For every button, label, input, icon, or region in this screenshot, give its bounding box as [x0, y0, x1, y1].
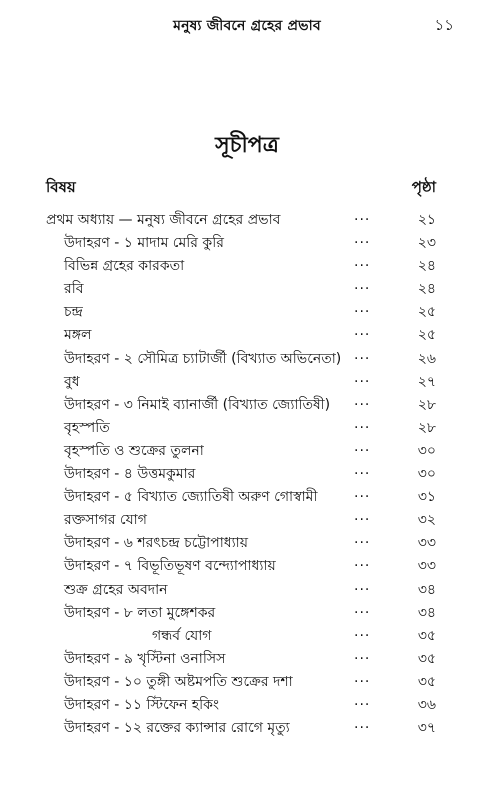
toc-entry-label: চন্দ্র — [64, 304, 83, 321]
toc-entry[interactable] — [0, 368, 494, 391]
toc-entry-label: উদাহরণ - ৫ বিখ্যাত জ্যোতিষী অরুণ গোস্বামী — [64, 489, 318, 506]
toc-entry-leader: ... — [354, 716, 371, 733]
toc-entry-page: ৩১ — [417, 489, 436, 506]
toc-entry-leader: ... — [354, 208, 371, 224]
toc-entry-page: ২৮ — [417, 419, 436, 436]
toc-entry-page: ৩৫ — [417, 627, 436, 644]
running-head-title: মনুষ্য জীবনে গ্রহের প্রভাব — [173, 18, 321, 34]
toc-entry[interactable] — [0, 206, 494, 229]
toc-entry-label: উদাহরণ - ১২ রক্তের ক্যান্সার রোগে মৃত্যু — [64, 720, 290, 737]
toc-entry-leader: ... — [354, 646, 371, 663]
toc-entry-label: উদাহরণ - ৬ শরৎচন্দ্র চট্টোপাধ্যায় — [64, 535, 248, 552]
toc-entry-leader: ... — [354, 300, 371, 317]
toc-entry-page: ৩৫ — [417, 650, 436, 667]
toc-entry-label: গন্ধর্ব যোগ — [152, 627, 212, 644]
toc-entry-page: ৩০ — [417, 442, 436, 459]
toc-entry-page: ২৮ — [417, 396, 436, 413]
toc-entry[interactable] — [0, 229, 494, 252]
toc-entry-page: ২৬ — [417, 350, 436, 367]
toc-entry-label: প্রথম অধ্যায় — মনুষ্য জীবনে গ্রহের প্রভাব — [46, 212, 281, 228]
toc-entry-leader: ... — [354, 323, 371, 340]
toc-entry-label: রবি — [64, 281, 84, 298]
toc-entry-page: ২৫ — [417, 304, 436, 321]
toc-entry[interactable] — [0, 437, 494, 460]
toc-list — [0, 206, 494, 737]
toc-entry[interactable] — [0, 460, 494, 483]
toc-entry-label: মঙ্গল — [64, 327, 92, 344]
running-head — [0, 14, 494, 38]
toc-entry[interactable] — [0, 414, 494, 437]
toc-entry[interactable] — [0, 645, 494, 668]
toc-entry-page: ৩৪ — [417, 581, 436, 598]
toc-entry-leader: ... — [354, 369, 371, 386]
toc-entry-leader: ... — [354, 623, 371, 640]
toc-entry[interactable] — [0, 714, 494, 737]
toc-entry[interactable] — [0, 391, 494, 414]
toc-entry-leader: ... — [354, 392, 371, 409]
toc-entry-leader: ... — [354, 577, 371, 594]
toc-entry-label: উদাহরণ - ৭ বিভূতিভূষণ বন্দ্যোপাধ্যায় — [64, 558, 276, 575]
toc-entry-label: বৃহস্পতি — [64, 419, 110, 436]
toc-header-subject: বিষয় — [46, 178, 76, 196]
toc-entry[interactable] — [0, 529, 494, 552]
toc-entry[interactable] — [0, 252, 494, 275]
toc-entry[interactable] — [0, 622, 494, 645]
toc-entry-label: উদাহরণ - ১০ তুঙ্গী অষ্টমপতি শুক্রের দশা — [64, 673, 293, 690]
toc-entry-leader: ... — [354, 669, 371, 686]
toc-entry[interactable] — [0, 275, 494, 298]
toc-entry-leader: ... — [354, 531, 371, 548]
toc-entry-page: ৩৬ — [417, 696, 436, 713]
toc-entry-page: ২৩ — [417, 235, 436, 252]
running-head-page-number: ১১ — [434, 16, 454, 34]
toc-entry-label: বুধ — [64, 373, 80, 390]
toc-entry-leader: ... — [354, 415, 371, 432]
toc-entry-leader: ... — [354, 438, 371, 455]
toc-entry-leader: ... — [354, 554, 371, 571]
toc-entry-leader: ... — [354, 231, 371, 248]
toc-entry-leader: ... — [354, 254, 371, 271]
toc-entry-label: রক্তসাগর যোগ — [64, 512, 147, 529]
toc-entry[interactable] — [0, 576, 494, 599]
toc-entry-page: ২৭ — [417, 373, 436, 390]
toc-entry-label: বৃহস্পতি ও শুক্রের তুলনা — [64, 442, 204, 459]
toc-entry-leader: ... — [354, 600, 371, 617]
toc-title: সূচীপত্র — [215, 133, 279, 158]
toc-entry-label: উদাহরণ - ১ মাদাম মেরি কুরি — [64, 235, 224, 252]
toc-entry-label: উদাহরণ - ২ সৌমিত্র চ্যাটার্জী (বিখ্যাত অভিনেতা) — [64, 350, 342, 367]
toc-entry-leader: ... — [354, 508, 371, 525]
toc-entry-label: উদাহরণ - ১১ স্টিফেন হকিং — [64, 696, 219, 713]
toc-entry-label: শুক্র গ্রহের অবদান — [64, 581, 168, 598]
toc-header-page: পৃষ্ঠা — [411, 178, 436, 196]
toc-entry-page: ৩৪ — [417, 604, 436, 621]
toc-entry-page: ৩৫ — [417, 673, 436, 690]
toc-entry-page: ২৪ — [417, 258, 436, 275]
toc-entry-label: উদাহরণ - ৩ নিমাই ব্যানার্জী (বিখ্যাত জ্যোতিষী) — [64, 396, 331, 413]
toc-entry-page: ২৪ — [417, 281, 436, 298]
toc-entry[interactable] — [0, 599, 494, 622]
toc-entry-label: বিভিন্ন গ্রহের কারকতা — [64, 258, 185, 275]
toc-entry[interactable] — [0, 321, 494, 344]
toc-entry-page: ২৫ — [417, 327, 436, 344]
toc-entry[interactable] — [0, 298, 494, 321]
toc-entry-leader: ... — [354, 462, 371, 479]
toc-entry[interactable] — [0, 668, 494, 691]
toc-entry-label: উদাহরণ - ৮ লতা মুঙ্গেশকর — [64, 604, 216, 621]
toc-entry-page: ৩৭ — [417, 720, 436, 737]
toc-entry-page: ৩০ — [417, 466, 436, 483]
toc-entry-leader: ... — [354, 692, 371, 709]
toc-entry-page: ৩৩ — [417, 558, 436, 575]
toc-entry-leader: ... — [354, 346, 371, 363]
toc-entry[interactable] — [0, 691, 494, 714]
toc-entry-page: ৩৩ — [417, 535, 436, 552]
toc-entry[interactable] — [0, 483, 494, 506]
toc-entry-leader: ... — [354, 277, 371, 294]
toc-entry[interactable] — [0, 506, 494, 529]
toc-entry-label: উদাহরণ - ৯ খৃস্টিনা ওনাসিস — [64, 650, 226, 667]
toc-entry-page: ২১ — [417, 212, 436, 228]
toc-entry-page: ৩২ — [417, 512, 436, 529]
toc-entry[interactable] — [0, 552, 494, 575]
toc-entry-leader: ... — [354, 485, 371, 502]
toc-entry[interactable] — [0, 345, 494, 368]
toc-entry-label: উদাহরণ - ৪ উত্তমকুমার — [64, 466, 196, 483]
